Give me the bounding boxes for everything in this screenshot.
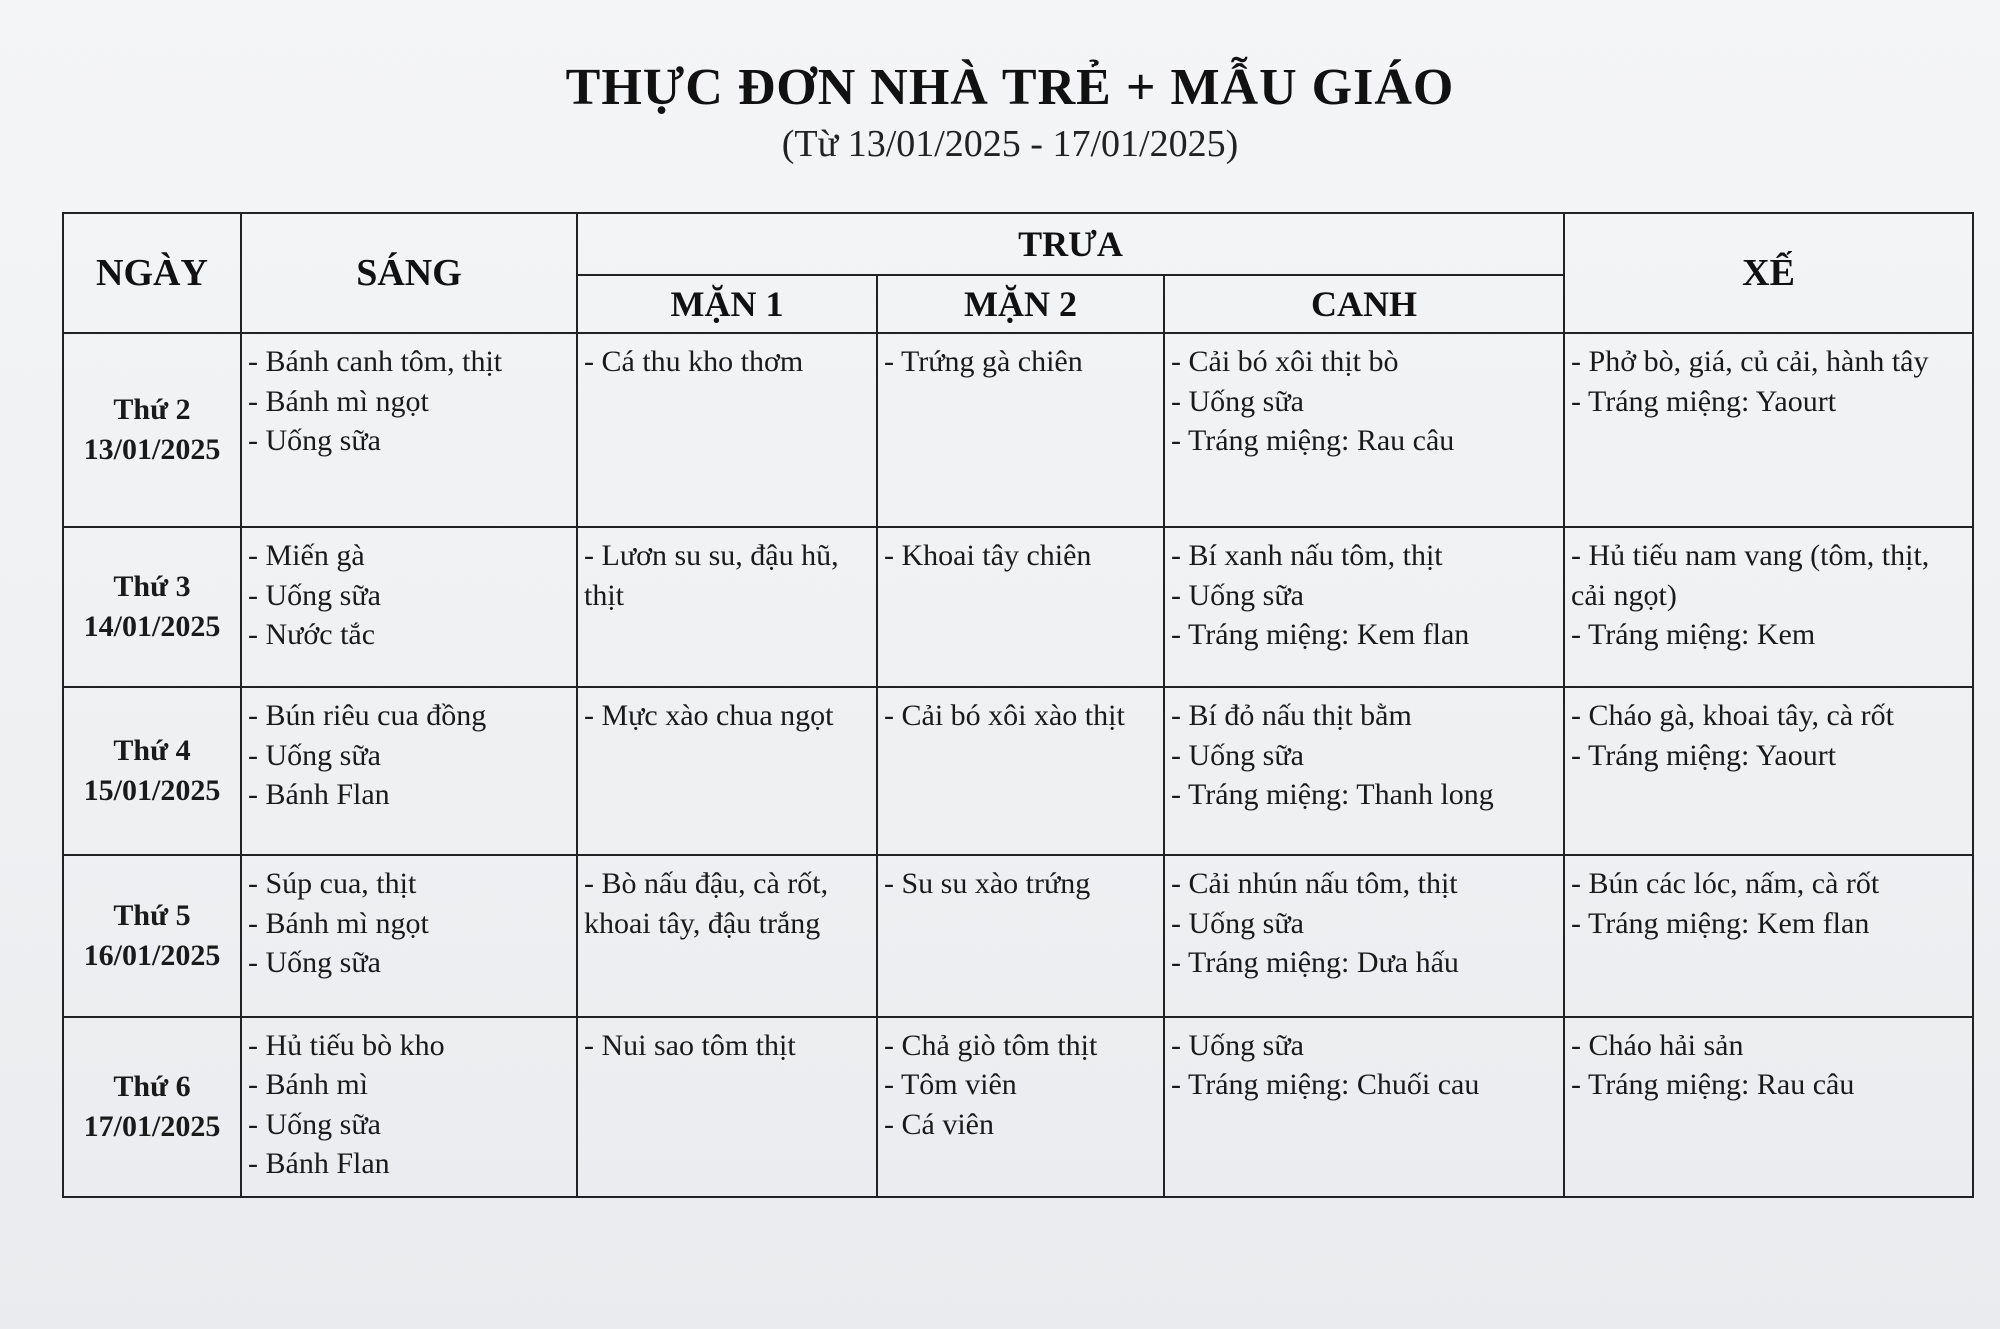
menu-item: - Trứng gà chiên (884, 345, 1083, 378)
menu-table (62, 212, 1974, 1198)
day-name: Thứ 2 (113, 393, 191, 427)
header-man2: MẶN 2 (877, 275, 1164, 333)
menu-cell-canh (1164, 855, 1564, 1017)
menu-item: - Uống sữa (1171, 1028, 1304, 1062)
menu-cell-xe (1564, 687, 1973, 855)
menu-item-list (1565, 528, 1972, 655)
menu-item: - Mực xào chua ngọt (584, 699, 834, 733)
menu-item: - Cá viên (884, 1107, 994, 1141)
menu-item: - Tráng miệng: Chuối cau (1171, 1068, 1480, 1102)
header-canh: CANH (1164, 275, 1564, 333)
day-date: 15/01/2025 (83, 774, 221, 808)
day-name: Thứ 3 (113, 570, 191, 604)
day-date: 14/01/2025 (83, 610, 221, 644)
menu-item-list (578, 856, 876, 943)
table-row (63, 855, 1973, 1017)
menu-item: - Uống sữa (248, 946, 381, 980)
menu-cell-man2 (877, 855, 1164, 1017)
menu-item-list (242, 528, 576, 655)
menu-item-list (878, 528, 1163, 576)
menu-item: - Cháo gà, khoai tây, cà rốt (1571, 699, 1894, 733)
day-date: 17/01/2025 (83, 1109, 221, 1143)
menu-item: - Chả giò tôm thịt (884, 1028, 1098, 1062)
day-name: Thứ 6 (113, 1069, 191, 1103)
menu-item: - Bún các lóc, nấm, cà rốt (1571, 867, 1880, 901)
menu-item-list (578, 688, 876, 736)
menu-item-list (242, 856, 576, 983)
menu-item: - Uống sữa (248, 1107, 381, 1141)
menu-item-list (1165, 688, 1563, 815)
menu-cell-man2 (877, 687, 1164, 855)
menu-item: khoai tây, đậu trắng (584, 906, 821, 940)
menu-item: - Tráng miệng: Thanh long (1171, 778, 1494, 812)
day-name: Thứ 4 (113, 734, 191, 768)
menu-item: - Cải bó xôi thịt bò (1171, 345, 1399, 378)
day-date: 13/01/2025 (83, 433, 221, 467)
day-cell (63, 855, 241, 1017)
menu-item-list (242, 334, 576, 461)
menu-item: - Tráng miệng: Rau câu (1171, 424, 1455, 457)
menu-item: - Tráng miệng: Kem flan (1171, 618, 1470, 652)
menu-item-list (878, 856, 1163, 904)
day-name: Thứ 5 (113, 898, 191, 932)
menu-item: - Uống sữa (248, 738, 381, 772)
menu-item: - Tráng miệng: Yaourt (1571, 738, 1837, 772)
menu-cell-sang (241, 333, 577, 527)
page-title: THỰC ĐƠN NHÀ TRẺ + MẪU GIÁO (565, 59, 1455, 116)
menu-item-list (1565, 688, 1972, 775)
menu-item: - Cải bó xôi xào thịt (884, 699, 1125, 733)
menu-item: - Bánh canh tôm, thịt (248, 345, 503, 378)
menu-cell-sang (241, 855, 577, 1017)
menu-cell-xe (1564, 333, 1973, 527)
menu-item: - Nui sao tôm thịt (584, 1028, 796, 1062)
day-date: 16/01/2025 (83, 938, 221, 972)
menu-item: - Lươn su su, đậu hũ, (584, 539, 839, 573)
menu-item-list (578, 528, 876, 615)
menu-item: - Khoai tây chiên (884, 539, 1092, 573)
menu-cell-man1 (577, 1017, 877, 1197)
header-lunch: TRƯA (577, 213, 1564, 275)
menu-item: - Cá thu kho thơm (584, 345, 804, 378)
table-row (63, 1017, 1973, 1197)
day-cell (63, 687, 241, 855)
menu-item-list (1165, 1018, 1563, 1105)
menu-cell-xe (1564, 527, 1973, 687)
menu-cell-man1 (577, 527, 877, 687)
table-row (63, 527, 1973, 687)
menu-item: - Bánh Flan (248, 1147, 390, 1181)
menu-table-body (63, 333, 1973, 1197)
menu-item: - Hủ tiếu bò kho (248, 1028, 445, 1062)
day-cell (63, 527, 241, 687)
menu-item: - Tôm viên (884, 1068, 1017, 1102)
menu-cell-canh (1164, 1017, 1564, 1197)
menu-cell-man2 (877, 333, 1164, 527)
menu-item: - Bánh mì ngọt (248, 384, 429, 418)
header-man1: MẶN 1 (577, 275, 877, 333)
menu-item: - Nước tắc (248, 618, 376, 652)
menu-item: - Bánh Flan (248, 778, 390, 812)
menu-cell-man1 (577, 855, 877, 1017)
menu-cell-sang (241, 687, 577, 855)
menu-cell-sang (241, 1017, 577, 1197)
menu-item: - Cải nhún nấu tôm, thịt (1171, 867, 1458, 901)
menu-cell-canh (1164, 527, 1564, 687)
menu-item-list (578, 1018, 876, 1066)
menu-cell-man2 (877, 527, 1164, 687)
menu-cell-man2 (877, 1017, 1164, 1197)
menu-item: - Bánh mì ngọt (248, 906, 429, 940)
menu-item: - Uống sữa (248, 424, 381, 457)
menu-item: - Uống sữa (1171, 384, 1304, 418)
header-afternoon: XẾ (1564, 213, 1973, 333)
day-cell (63, 1017, 241, 1197)
menu-cell-canh (1164, 333, 1564, 527)
menu-item-list (1165, 334, 1563, 461)
menu-cell-xe (1564, 855, 1973, 1017)
menu-item: - Bí xanh nấu tôm, thịt (1171, 539, 1443, 573)
menu-cell-sang (241, 527, 577, 687)
menu-item: thịt (584, 578, 625, 612)
day-cell (63, 333, 241, 527)
menu-item: - Bánh mì (248, 1068, 368, 1102)
menu-item: - Uống sữa (1171, 906, 1304, 940)
menu-item: - Bún riêu cua đồng (248, 699, 487, 733)
menu-item: - Miến gà (248, 539, 365, 573)
menu-item: - Bò nấu đậu, cà rốt, (584, 867, 829, 901)
menu-item: - Tráng miệng: Dưa hấu (1171, 946, 1459, 980)
menu-item: - Tráng miệng: Kem flan (1571, 906, 1870, 940)
table-row (63, 687, 1973, 855)
menu-item: - Su su xào trứng (884, 867, 1091, 901)
menu-item-list (1565, 334, 1972, 421)
menu-item: - Tráng miệng: Yaourt (1571, 384, 1837, 418)
menu-item-list (242, 688, 576, 815)
menu-item: - Hủ tiếu nam vang (tôm, thịt, (1571, 539, 1930, 573)
header-day: NGÀY (63, 213, 241, 333)
menu-item: - Uống sữa (1171, 578, 1304, 612)
menu-item-list (1565, 1018, 1972, 1105)
menu-item-list (1165, 528, 1563, 655)
menu-item-list (878, 334, 1163, 382)
menu-item-list (878, 688, 1163, 736)
menu-item: - Phở bò, giá, củ cải, hành tây (1571, 345, 1929, 378)
header-morning: SÁNG (241, 213, 577, 333)
table-row (63, 333, 1973, 527)
menu-cell-canh (1164, 687, 1564, 855)
menu-item: - Cháo hải sản (1571, 1028, 1744, 1062)
menu-item-list (1165, 856, 1563, 983)
menu-cell-xe (1564, 1017, 1973, 1197)
menu-item-list (242, 1018, 576, 1184)
menu-item: - Súp cua, thịt (248, 867, 417, 901)
menu-item: - Tráng miệng: Rau câu (1571, 1068, 1855, 1102)
menu-item: - Uống sữa (248, 578, 381, 612)
menu-item-list (878, 1018, 1163, 1145)
page-subtitle: (Từ 13/01/2025 - 17/01/2025) (781, 123, 1239, 165)
menu-cell-man1 (577, 687, 877, 855)
menu-item-list (578, 334, 876, 382)
menu-item: - Uống sữa (1171, 738, 1304, 772)
menu-item: cải ngọt) (1571, 578, 1677, 612)
menu-item: - Tráng miệng: Kem (1571, 618, 1816, 652)
menu-cell-man1 (577, 333, 877, 527)
menu-item-list (1565, 856, 1972, 943)
menu-item: - Bí đỏ nấu thịt bằm (1171, 699, 1412, 733)
